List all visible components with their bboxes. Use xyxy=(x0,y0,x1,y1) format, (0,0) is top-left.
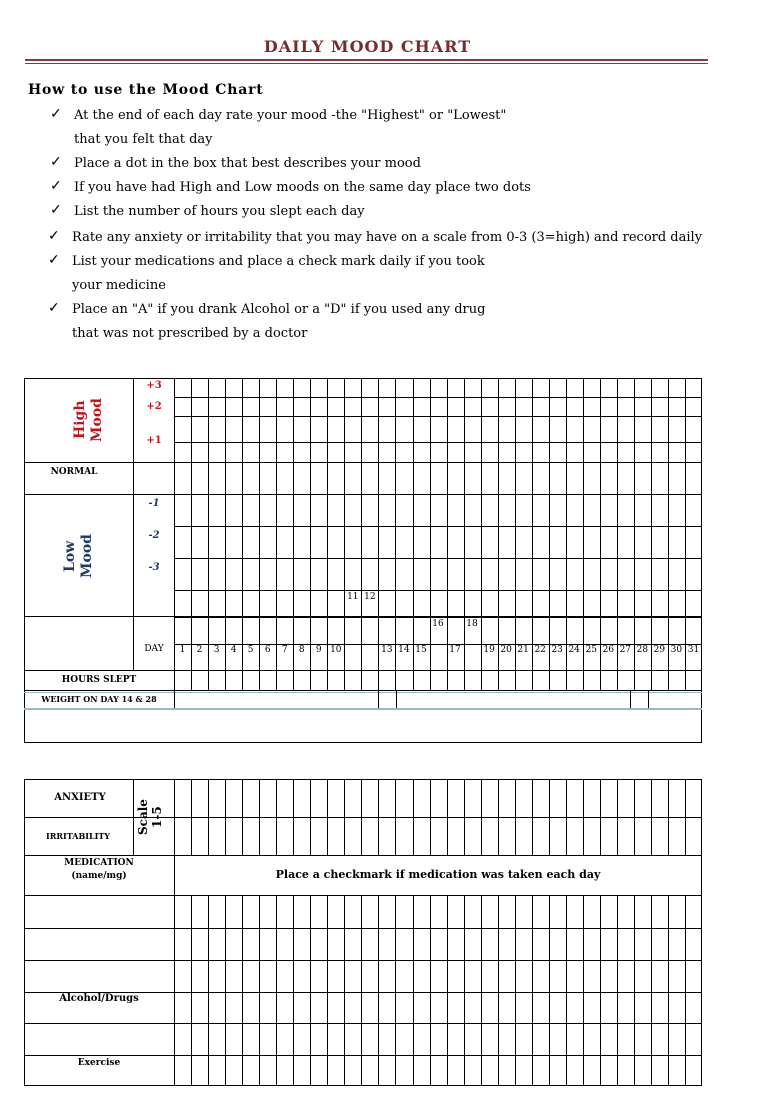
track-col-line xyxy=(208,779,209,855)
medication-sublabel: (name/mg) xyxy=(71,871,127,881)
track-col-line xyxy=(327,779,328,855)
scale-plus2: +2 xyxy=(146,401,162,412)
track-col-line xyxy=(225,895,226,1086)
hours-bottom-line xyxy=(24,690,702,691)
track-col-line xyxy=(242,779,243,855)
track-col-line xyxy=(361,779,362,855)
track-col-line xyxy=(464,895,465,1086)
alcohol-drugs-label: Alcohol/Drugs xyxy=(59,993,139,1004)
medication-label: MEDICATION xyxy=(64,858,134,868)
instruction-item: List your medications and place a check mark daily if you took xyxy=(72,254,485,269)
scale-minus3: -3 xyxy=(148,562,160,573)
track-col-line xyxy=(515,779,516,855)
track-col-line xyxy=(464,779,465,855)
track-col-line xyxy=(276,895,277,1086)
instruction-item: Place a dot in the box that best describes your mood xyxy=(74,156,421,171)
track-col-line xyxy=(617,779,618,855)
day-number: 19 xyxy=(483,645,495,655)
day-number: 22 xyxy=(534,645,546,655)
day-label: DAY xyxy=(144,644,164,654)
track-col-line xyxy=(685,895,686,1086)
day-number: 3 xyxy=(213,645,220,655)
track-col-line xyxy=(634,895,635,1086)
day-number: 17 xyxy=(449,645,461,655)
exercise-label: Exercise xyxy=(77,1058,121,1068)
track-col-line xyxy=(583,779,584,855)
track-col-line xyxy=(259,779,260,855)
day-number: 2 xyxy=(196,645,203,655)
check-icon: ✓ xyxy=(50,106,62,122)
track-col-line xyxy=(600,895,601,1086)
day-number: 6 xyxy=(264,645,271,655)
track-col-line xyxy=(225,779,226,855)
track-row-line xyxy=(24,855,702,856)
track-col-line xyxy=(395,779,396,855)
medication-instruction: Place a checkmark if medication was taken each day xyxy=(275,868,601,881)
track-col-line xyxy=(413,779,414,855)
scale-label: Scale 1-5 xyxy=(136,799,164,835)
weight-col-line xyxy=(648,690,649,708)
day-number: 25 xyxy=(585,645,598,655)
weight-top-accent xyxy=(24,692,702,693)
track-col-line xyxy=(617,895,618,1086)
track-col-line xyxy=(310,895,311,1086)
day-number-18: 18 xyxy=(466,619,478,629)
track-col-line xyxy=(344,779,345,855)
day-number: 30 xyxy=(670,645,683,655)
check-icon: ✓ xyxy=(50,178,62,194)
irritability-label: IRRITABILITY xyxy=(45,831,111,841)
instruction-item-cont: that you felt that day xyxy=(74,132,213,147)
check-icon: ✓ xyxy=(50,154,62,170)
track-col-line xyxy=(634,779,635,855)
check-icon: ✓ xyxy=(48,252,60,268)
instruction-item: List the number of hours you slept each day xyxy=(74,204,365,219)
scale-minus2: -2 xyxy=(148,530,160,541)
hours-top-line xyxy=(24,670,702,671)
weight-bottom-line xyxy=(24,708,702,710)
track-col-line xyxy=(259,895,260,1086)
day-number: 8 xyxy=(298,645,305,655)
track-col-line xyxy=(566,779,567,855)
track-col-line xyxy=(549,779,550,855)
track-col-line xyxy=(515,895,516,1086)
day-number: 24 xyxy=(568,645,580,655)
day-number: 9 xyxy=(315,645,322,655)
day-number: 15 xyxy=(415,645,427,655)
weight-col-line xyxy=(396,690,397,708)
track-label-divider xyxy=(133,779,134,855)
weight-label: WEIGHT ON DAY 14 & 28 xyxy=(41,694,157,704)
track-col-line xyxy=(293,779,294,855)
weight-col-line xyxy=(630,690,631,708)
day-number: 10 xyxy=(330,645,342,655)
section-line xyxy=(24,616,702,617)
instruction-item: At the end of each day rate your mood -the "Highest" or "Lowest" xyxy=(74,108,507,123)
track-col-line xyxy=(651,895,652,1086)
track-col-line xyxy=(344,895,345,1086)
day-number: 27 xyxy=(619,645,632,655)
track-col-line xyxy=(600,779,601,855)
track-col-line xyxy=(532,779,533,855)
track-col-line xyxy=(498,895,499,1086)
track-col-line xyxy=(532,895,533,1086)
check-icon: ✓ xyxy=(48,228,60,244)
day-number: 21 xyxy=(517,645,529,655)
track-col-line xyxy=(447,779,448,855)
track-col-line xyxy=(293,895,294,1086)
day-number: 28 xyxy=(636,645,649,655)
track-col-line xyxy=(361,895,362,1086)
grid-row-line xyxy=(174,558,702,559)
grid-row-line xyxy=(174,442,702,443)
track-col-line xyxy=(498,779,499,855)
track-col-line xyxy=(208,895,209,1086)
track-col-line xyxy=(668,895,669,1086)
day-number: 1 xyxy=(179,645,186,655)
track-col-line xyxy=(191,779,192,855)
day-number: 20 xyxy=(500,645,512,655)
grid-row-line xyxy=(174,617,702,618)
mood-grid xyxy=(24,378,702,743)
track-col-line xyxy=(481,779,482,855)
track-col-line xyxy=(566,895,567,1086)
instruction-item-cont: your medicine xyxy=(72,278,166,293)
grid-row-line xyxy=(174,526,702,527)
high-mood-label: High Mood xyxy=(72,398,105,442)
grid-row-line xyxy=(174,416,702,417)
instructions-heading: How to use the Mood Chart xyxy=(28,82,264,98)
track-col-line xyxy=(651,779,652,855)
scale-plus1: +1 xyxy=(146,435,162,446)
track-col-line xyxy=(413,895,414,1086)
check-icon: ✓ xyxy=(50,202,62,218)
day-number: 4 xyxy=(230,645,237,655)
label-divider xyxy=(133,378,134,670)
grid-row-line xyxy=(174,590,702,591)
anxiety-label: ANXIETY xyxy=(54,792,106,803)
day-number: 29 xyxy=(653,645,666,655)
day-number: 26 xyxy=(602,645,615,655)
instruction-item-cont: that was not prescribed by a doctor xyxy=(72,326,308,341)
day-number: 31 xyxy=(687,645,700,655)
scale-minus1: -1 xyxy=(148,498,160,509)
weight-col-line xyxy=(378,690,379,708)
grid-row-line xyxy=(174,397,702,398)
day-number: 14 xyxy=(398,645,410,655)
track-col-line xyxy=(395,895,396,1086)
track-grid-start xyxy=(174,779,175,1086)
normal-bottom-line xyxy=(24,494,702,495)
normal-label: NORMAL xyxy=(50,467,98,477)
instruction-item: Rate any anxiety or irritability that you may have on a scale from 0-3 (3=high) and record daily xyxy=(72,230,703,245)
track-col-line xyxy=(447,895,448,1086)
day-number-12: 12 xyxy=(364,592,376,602)
track-col-line xyxy=(242,895,243,1086)
track-col-line xyxy=(327,895,328,1086)
normal-top-line xyxy=(24,462,702,463)
title-rule xyxy=(25,63,708,64)
tracking-grid xyxy=(24,779,702,1086)
track-col-line xyxy=(668,779,669,855)
page-title: DAILY MOOD CHART xyxy=(263,37,472,56)
track-col-line xyxy=(191,895,192,1086)
track-col-line xyxy=(583,895,584,1086)
track-col-line xyxy=(310,779,311,855)
day-number-16: 16 xyxy=(432,619,444,629)
weight-col-line xyxy=(174,690,175,708)
title-rule xyxy=(25,59,708,61)
track-col-line xyxy=(685,779,686,855)
track-col-line xyxy=(276,779,277,855)
day-number: 5 xyxy=(247,645,254,655)
hours-slept-label: HOURS SLEPT xyxy=(61,675,137,685)
track-col-line xyxy=(430,779,431,855)
check-icon: ✓ xyxy=(48,300,60,316)
track-col-line xyxy=(378,895,379,1086)
track-col-line xyxy=(430,895,431,1086)
instruction-item: Place an "A" if you drank Alcohol or a "D" if you used any drug xyxy=(72,302,486,317)
track-col-line xyxy=(481,895,482,1086)
track-col-line xyxy=(378,779,379,855)
track-col-line xyxy=(549,895,550,1086)
instruction-item: If you have had High and Low moods on the same day place two dots xyxy=(74,180,531,195)
day-number: 13 xyxy=(381,645,393,655)
day-number-11: 11 xyxy=(347,592,359,602)
scale-plus3: +3 xyxy=(146,380,162,391)
day-number: 23 xyxy=(551,645,563,655)
low-mood-label: Low Mood xyxy=(62,534,95,578)
day-number: 7 xyxy=(281,645,288,655)
